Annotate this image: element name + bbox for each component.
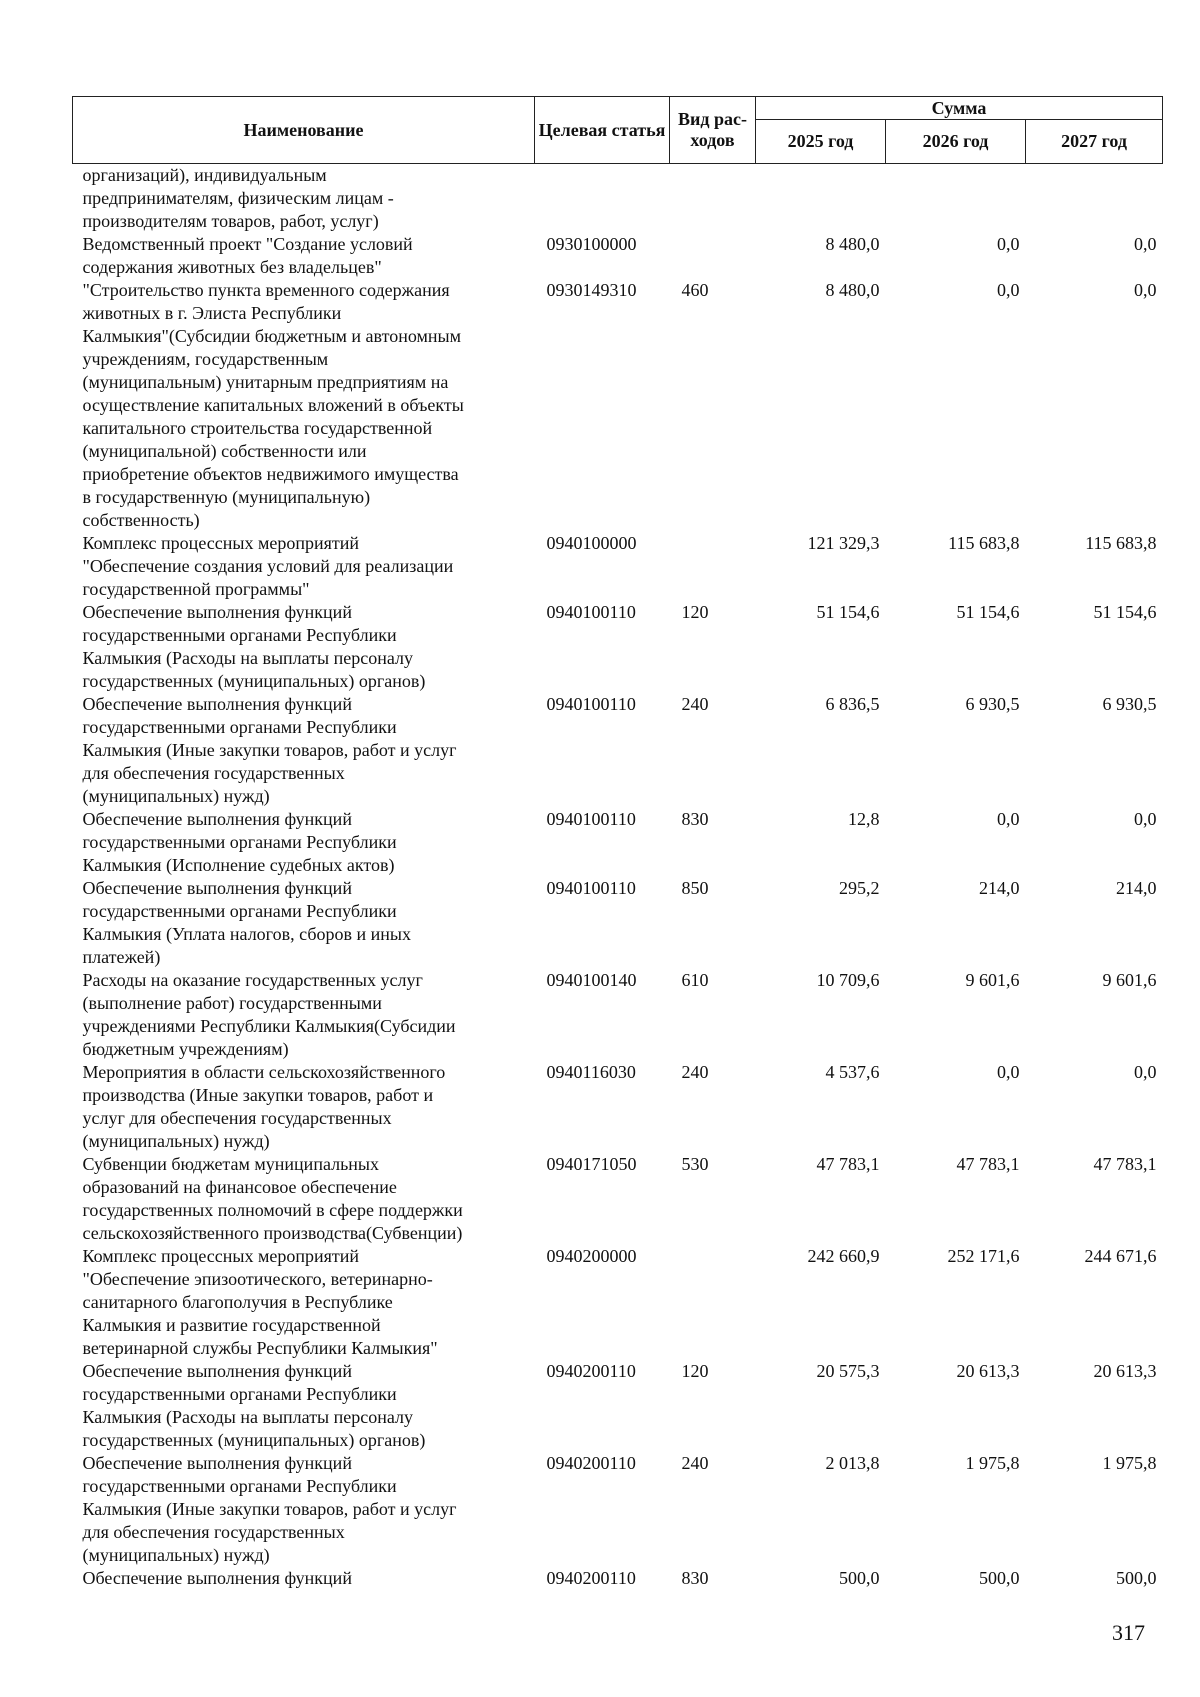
row-name-cell: Расходы на оказание государственных услуг (выполнение работ) государственными учреждениями Республики Калмыкия(Субсидии бюджетным учреждениям): [82, 970, 456, 1059]
row-value-2025-cell: 4 537,6: [825, 1062, 880, 1082]
row-expense-type-cell: 240: [681, 694, 709, 714]
row-target-article-cell: 0940100110: [546, 809, 636, 829]
row-value-2026-cell: 214,0: [979, 878, 1020, 898]
row-value-2026-cell: 0,0: [997, 1062, 1020, 1082]
row-expense-type-cell: [670, 532, 756, 601]
row-value-2027-cell: 0,0: [1134, 809, 1157, 829]
page-number: 317: [1112, 1620, 1145, 1645]
row-value-2026-cell: 51 154,6: [956, 602, 1020, 622]
row-value-2025-cell: 6 836,5: [825, 694, 880, 714]
row-value-2025-cell: 2 013,8: [825, 1453, 880, 1473]
row-expense-type-cell: 850: [681, 878, 709, 898]
row-value-2026-cell: 20 613,3: [956, 1361, 1020, 1381]
row-value-2027-cell: 6 930,5: [1102, 694, 1157, 714]
row-expense-type-cell: 530: [681, 1154, 709, 1174]
row-value-2027-cell: 20 613,3: [1093, 1361, 1157, 1381]
row-value-2025-cell: 12,8: [848, 809, 880, 829]
table-header: [73, 97, 1163, 164]
table-row: [73, 1452, 1163, 1567]
table-row: [73, 1061, 1163, 1153]
row-value-2026-cell: 9 601,6: [965, 970, 1020, 990]
row-expense-type-cell: 460: [681, 280, 709, 300]
table-body: [73, 164, 1163, 1591]
header-expense-type: Вид рас-ходов: [670, 97, 756, 164]
row-name-cell: Обеспечение выполнения функций государственными органами Республики Калмыкия (Иные закупки товаров, работ и услуг для обеспечения государственных (муниципальных) нужд): [82, 694, 457, 806]
row-name-cell: Ведомственный проект "Создание условий содержания животных без владельцев": [82, 234, 413, 277]
row-target-article-cell: 0940200110: [546, 1453, 636, 1473]
row-target-article-cell: 0930149310: [546, 280, 637, 300]
row-target-article-cell: 0940100140: [546, 970, 637, 990]
row-value-2025-cell: [756, 164, 886, 234]
row-name-cell: Обеспечение выполнения функций государственными органами Республики Калмыкия (Иные закупки товаров, работ и услуг для обеспечения государственных (муниципальных) нужд): [82, 1453, 457, 1565]
table-row: [73, 1567, 1163, 1590]
row-value-2026-cell: 252 171,6: [947, 1246, 1020, 1266]
row-value-2025-cell: 295,2: [839, 878, 880, 898]
row-name-cell: Обеспечение выполнения функций государственными органами Республики Калмыкия (Расходы на выплаты персоналу государственных (муниципальных) органов): [82, 602, 426, 691]
header-year-2025: 2025 год: [756, 120, 886, 164]
row-expense-type-cell: 240: [681, 1453, 709, 1473]
row-value-2026-cell: 47 783,1: [956, 1154, 1020, 1174]
row-value-2026-cell: 500,0: [979, 1568, 1020, 1588]
row-value-2025-cell: 47 783,1: [816, 1154, 880, 1174]
table-row: [73, 1360, 1163, 1452]
row-expense-type-cell: 830: [681, 809, 709, 829]
row-value-2026-cell: 115 683,8: [948, 533, 1020, 553]
row-target-article-cell: 0940200000: [546, 1246, 637, 1266]
row-value-2027-cell: 244 671,6: [1084, 1246, 1157, 1266]
row-value-2025-cell: 20 575,3: [816, 1361, 880, 1381]
row-name-cell: Мероприятия в области сельскохозяйственного производства (Иные закупки товаров, работ и услуг для обеспечения государственных (муниципальных) нужд): [82, 1062, 446, 1151]
row-value-2025-cell: 8 480,0: [825, 234, 880, 254]
row-value-2026-cell: 1 975,8: [965, 1453, 1020, 1473]
table-row: [73, 1153, 1163, 1245]
row-value-2027-cell: 51 154,6: [1093, 602, 1157, 622]
row-target-article-cell: 0940100110: [546, 602, 636, 622]
row-value-2027-cell: 214,0: [1116, 878, 1157, 898]
header-name: Наименование: [73, 97, 535, 164]
row-name-cell: Комплекс процессных мероприятий "Обеспечение эпизоотического, ветеринарно- санитарного благополучия в Республике Калмыкия и развитие государственной ветеринарной службы Республики Калмыкия": [82, 1246, 438, 1358]
row-value-2027-cell: 0,0: [1134, 280, 1157, 300]
row-value-2027-cell: 47 783,1: [1093, 1154, 1157, 1174]
row-name-cell: Обеспечение выполнения функций государственными органами Республики Калмыкия (Уплата налогов, сборов и иных платежей): [82, 878, 411, 967]
row-value-2026-cell: 0,0: [997, 280, 1020, 300]
header-year-2027: 2027 год: [1026, 120, 1163, 164]
table-row: [73, 877, 1163, 969]
row-value-2027-cell: 0,0: [1134, 1062, 1157, 1082]
row-expense-type-cell: 120: [681, 602, 709, 622]
row-value-2027-cell: 9 601,6: [1102, 970, 1157, 990]
table-row: [73, 808, 1163, 877]
row-value-2025-cell: 242 660,9: [807, 1246, 880, 1266]
row-value-2026-cell: 6 930,5: [965, 694, 1020, 714]
row-target-article-cell: 0940100110: [546, 878, 636, 898]
row-target-article-cell: 0940116030: [546, 1062, 636, 1082]
table-row: [73, 969, 1163, 1061]
row-target-article-cell: 0940200110: [546, 1361, 636, 1381]
row-target-article-cell: 0940171050: [546, 1154, 637, 1174]
header-sum: Сумма: [756, 97, 1163, 120]
row-name-cell: "Строительство пункта временного содержания животных в г. Элиста Республики Калмыкия"(Субсидии бюджетным и автономным учреждениям, государственным (муниципальным) унитарным предприятиям на осуществление капитальных вложений в объекты капитального строительства государственной (муниципальной) собственности или приобретение объектов недвижимого имущества в государственную (муниципальную) собственность): [82, 280, 464, 530]
row-value-2025-cell: 121 329,3: [807, 533, 880, 553]
row-value-2026-cell: 0,0: [997, 809, 1020, 829]
row-value-2026-cell: 0,0: [997, 234, 1020, 254]
table-row: [73, 233, 1163, 279]
table-row: [73, 164, 1163, 234]
table-row: [73, 601, 1163, 693]
row-name-cell: Обеспечение выполнения функций государственными органами Республики Калмыкия (Расходы на выплаты персоналу государственных (муниципальных) органов): [82, 1361, 426, 1450]
row-name-cell: Субвенции бюджетам муниципальных образований на финансовое обеспечение государственных полномочий в сфере поддержки сельскохозяйственного производства(Субвенции): [82, 1154, 463, 1243]
row-value-2027-cell: 1 975,8: [1102, 1453, 1157, 1473]
table-row: [73, 1245, 1163, 1360]
row-value-2027-cell: 500,0: [1116, 1568, 1157, 1588]
budget-table: [72, 96, 1163, 1590]
row-name-cell: Обеспечение выполнения функций: [82, 1568, 352, 1588]
row-target-article-cell: [535, 164, 670, 234]
row-value-2027-cell: [1026, 164, 1163, 234]
row-expense-type-cell: 830: [681, 1568, 709, 1588]
row-value-2027-cell: 0,0: [1134, 234, 1157, 254]
table-row: [73, 693, 1163, 808]
row-value-2025-cell: 500,0: [839, 1568, 880, 1588]
row-target-article-cell: 0940200110: [546, 1568, 636, 1588]
row-expense-type-cell: [670, 233, 756, 279]
row-expense-type-cell: 240: [681, 1062, 709, 1082]
row-value-2025-cell: 51 154,6: [816, 602, 880, 622]
table-row: [73, 532, 1163, 601]
row-target-article-cell: 0930100000: [546, 234, 637, 254]
header-target-article: Целевая статья: [535, 97, 670, 164]
row-value-2025-cell: 8 480,0: [825, 280, 880, 300]
row-expense-type-cell: [670, 164, 756, 234]
row-target-article-cell: 0940100000: [546, 533, 637, 553]
row-value-2026-cell: [886, 164, 1026, 234]
header-year-2026: 2026 год: [886, 120, 1026, 164]
row-expense-type-cell: 120: [681, 1361, 709, 1381]
row-value-2025-cell: 10 709,6: [816, 970, 880, 990]
row-value-2027-cell: 115 683,8: [1085, 533, 1157, 553]
row-expense-type-cell: 610: [681, 970, 709, 990]
table-row: [73, 279, 1163, 532]
row-name-cell: организаций), индивидуальным предпринимателям, физическим лицам - производителям товаров, работ, услуг): [82, 165, 394, 231]
row-expense-type-cell: [670, 1245, 756, 1360]
row-name-cell: Комплекс процессных мероприятий "Обеспечение создания условий для реализации государственной программы": [82, 533, 454, 599]
row-name-cell: Обеспечение выполнения функций государственными органами Республики Калмыкия (Исполнение судебных актов): [82, 809, 397, 875]
row-target-article-cell: 0940100110: [546, 694, 636, 714]
